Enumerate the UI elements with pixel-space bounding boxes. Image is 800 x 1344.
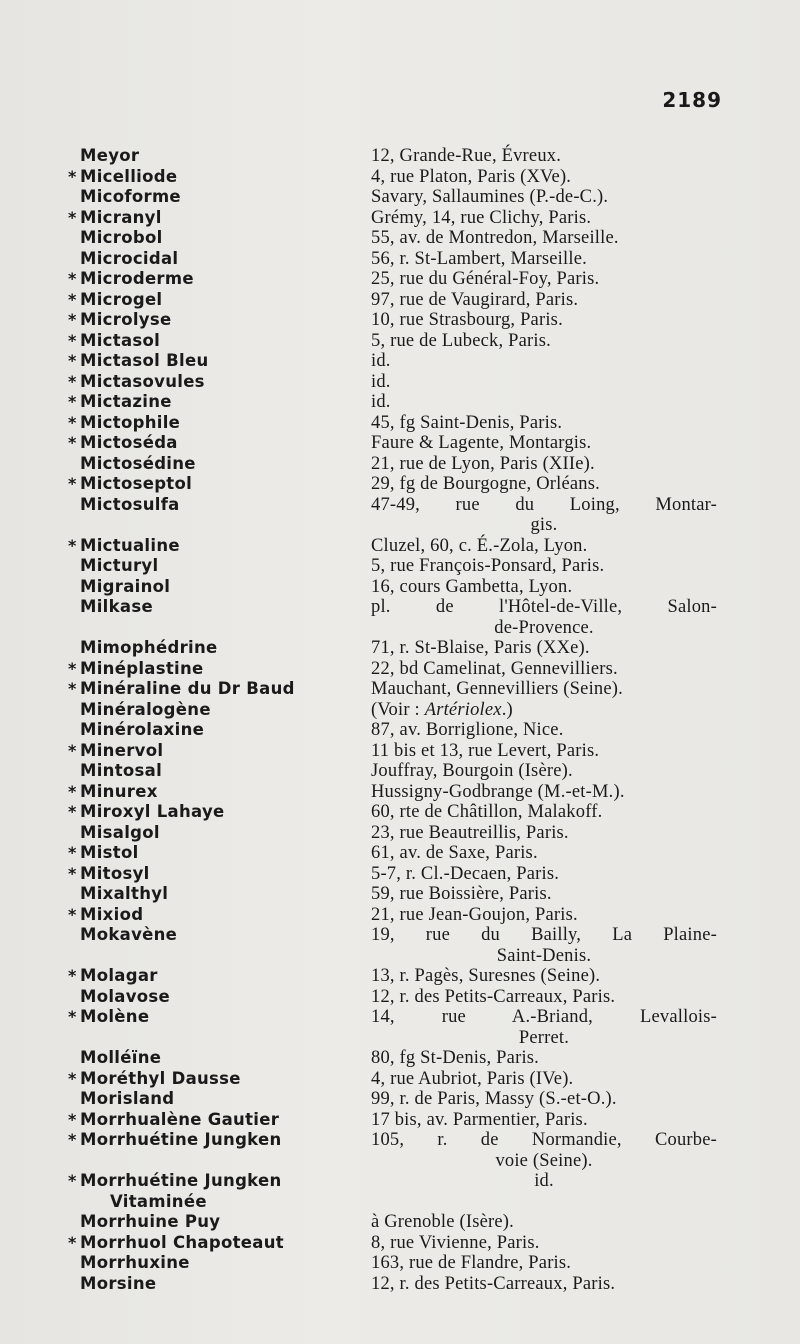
list-item xyxy=(0,474,800,495)
address xyxy=(371,228,717,249)
address-line: 5, rue de Lubeck, Paris. xyxy=(371,330,551,351)
asterisk-marker: * xyxy=(68,781,77,801)
address xyxy=(371,310,717,331)
product-name-line: Morrhuine Puy xyxy=(80,1212,221,1231)
list-item xyxy=(0,1233,800,1254)
address-continuation: Perret. xyxy=(518,1027,570,1048)
asterisk-marker: * xyxy=(68,1007,77,1026)
address xyxy=(371,987,717,1008)
address-line: 12, r. des Petits-Carreaux, Paris. xyxy=(371,986,616,1007)
product-name-line: Mictazine xyxy=(80,392,172,411)
product-name xyxy=(80,1233,284,1254)
product-name xyxy=(80,290,162,311)
list-item xyxy=(0,1171,800,1212)
address xyxy=(371,249,717,270)
list-item xyxy=(0,1089,800,1110)
product-name-line: Microlyse xyxy=(80,310,172,329)
product-name xyxy=(80,495,180,516)
asterisk-marker: * xyxy=(68,392,77,411)
product-name xyxy=(80,1212,220,1233)
address-line: 59, rue Boissière, Paris. xyxy=(371,884,552,904)
address xyxy=(371,905,717,926)
address xyxy=(371,269,717,290)
address xyxy=(371,1048,717,1069)
address-line: à Grenoble (Isère). xyxy=(371,1212,514,1232)
product-name xyxy=(80,392,172,413)
product-name xyxy=(80,454,196,475)
product-name xyxy=(80,1069,241,1090)
asterisk-marker: * xyxy=(68,863,77,883)
address-line: 45, fg Saint-Denis, Paris. xyxy=(371,412,563,433)
product-name-line: Morrhuétine Jungken xyxy=(80,1130,282,1149)
product-name xyxy=(80,761,162,782)
list-item xyxy=(0,331,800,352)
list-item xyxy=(0,966,800,987)
product-name-line: Minéralogène xyxy=(80,699,211,719)
product-name xyxy=(80,187,181,208)
list-item xyxy=(0,433,800,454)
product-name xyxy=(80,433,178,454)
address-line: 56, r. St-Lambert, Marseille. xyxy=(371,248,587,269)
product-name-line: Mitosyl xyxy=(80,863,150,883)
product-name xyxy=(80,269,194,290)
address-line: 29, fg de Bourgogne, Orléans. xyxy=(371,474,600,494)
product-name xyxy=(80,925,177,946)
address-line: 80, fg St-Denis, Paris. xyxy=(371,1048,540,1068)
product-name-line: Mictosédine xyxy=(80,453,196,473)
asterisk-marker: * xyxy=(68,412,77,432)
asterisk-marker: * xyxy=(68,1171,77,1190)
address xyxy=(371,1007,717,1048)
address-line: 14, rue A.-Briand, Levallois- xyxy=(371,1007,717,1027)
product-name-line: Micoforme xyxy=(80,187,181,206)
product-name-line: Microgel xyxy=(80,289,163,309)
address-line: 60, rte de Châtillon, Malakoff. xyxy=(371,802,603,822)
address xyxy=(371,659,717,680)
address-line: id. xyxy=(371,371,391,392)
product-name xyxy=(80,1089,174,1110)
address-line: 55, av. de Montredon, Marseille. xyxy=(371,228,619,248)
product-name-line: Morisland xyxy=(80,1089,175,1108)
product-name-line: Molène xyxy=(80,1007,150,1026)
address xyxy=(371,392,717,413)
address-line: id. xyxy=(371,351,391,371)
product-name-line: Micranyl xyxy=(80,207,162,227)
product-name xyxy=(80,577,170,598)
list-item xyxy=(0,454,800,475)
address xyxy=(371,577,717,598)
product-name xyxy=(80,659,204,680)
address-line: 4, rue Platon, Paris (XVe). xyxy=(371,166,572,187)
product-name xyxy=(80,864,150,885)
address xyxy=(371,1253,717,1274)
list-item xyxy=(0,802,800,823)
address xyxy=(371,331,717,352)
product-name-line: Morrhuxine xyxy=(80,1253,190,1272)
address xyxy=(371,187,717,208)
address-line: 12, Grande-Rue, Évreux. xyxy=(371,146,562,166)
address xyxy=(371,556,717,577)
address-line: 17 bis, av. Parmentier, Paris. xyxy=(371,1109,588,1130)
product-name-line: Mintosal xyxy=(80,761,163,780)
address-line: 11 bis et 13, rue Levert, Paris. xyxy=(371,740,600,761)
product-name-continuation: Vitaminée xyxy=(110,1191,207,1211)
address-text: (Voir : xyxy=(371,699,425,720)
address xyxy=(371,290,717,311)
asterisk-marker: * xyxy=(68,1130,77,1149)
address xyxy=(371,413,717,434)
address-text-tail: .) xyxy=(501,699,513,720)
product-name xyxy=(80,1110,279,1131)
asterisk-marker: * xyxy=(68,166,77,186)
product-name xyxy=(80,782,158,803)
product-name-line: Minéraline du Dr Baud xyxy=(80,679,295,698)
address-continuation: Saint-Denis. xyxy=(496,945,592,966)
product-name xyxy=(80,351,209,372)
product-name-line: Mistol xyxy=(80,843,139,862)
address xyxy=(371,1089,717,1110)
list-item xyxy=(0,1007,800,1048)
product-name xyxy=(80,966,158,987)
product-name xyxy=(80,331,160,352)
product-name xyxy=(80,146,139,167)
product-name-line: Mictosulfa xyxy=(80,494,180,514)
address-line: 16, cours Gambetta, Lyon. xyxy=(371,576,573,597)
list-item xyxy=(0,638,800,659)
address xyxy=(371,495,717,536)
address-line: 99, r. de Paris, Massy (S.-et-O.). xyxy=(371,1089,617,1109)
address xyxy=(371,433,717,454)
asterisk-marker: * xyxy=(68,1068,77,1088)
asterisk-marker: * xyxy=(68,289,77,309)
address-line: 4, rue Aubriot, Paris (IVe). xyxy=(371,1068,574,1089)
product-name xyxy=(80,843,139,864)
address-line: 13, r. Pagès, Suresnes (Seine). xyxy=(371,966,601,986)
address-line: 8, rue Vivienne, Paris. xyxy=(371,1232,540,1253)
asterisk-marker: * xyxy=(68,966,77,985)
product-name-line: Morrhualène Gautier xyxy=(80,1109,280,1129)
product-name xyxy=(80,1048,161,1069)
address xyxy=(371,454,717,475)
address-continuation: id. xyxy=(534,1171,554,1191)
product-name xyxy=(80,905,143,926)
product-name xyxy=(80,679,295,700)
address xyxy=(371,1130,717,1171)
address-reference: Artériolex xyxy=(424,699,502,720)
list-item xyxy=(0,495,800,536)
address-line: 71, r. St-Blaise, Paris (XXe). xyxy=(371,638,590,658)
list-item xyxy=(0,720,800,741)
address-line: 5, rue François-Ponsard, Paris. xyxy=(371,556,605,576)
address xyxy=(371,925,717,966)
list-item xyxy=(0,536,800,557)
address xyxy=(371,1110,717,1131)
product-name xyxy=(80,372,205,393)
address-line: 47-49, rue du Loing, Montar- xyxy=(371,494,717,515)
asterisk-marker: * xyxy=(68,679,77,698)
list-item xyxy=(0,761,800,782)
product-name-line: Microderme xyxy=(80,269,194,288)
list-item xyxy=(0,392,800,413)
address xyxy=(371,372,717,393)
address xyxy=(371,679,717,700)
product-name xyxy=(80,310,171,331)
list-item xyxy=(0,987,800,1008)
address-line: 105, r. de Normandie, Courbe- xyxy=(371,1130,717,1150)
list-item xyxy=(0,269,800,290)
list-item xyxy=(0,413,800,434)
product-name xyxy=(80,208,162,229)
address-line: 10, rue Strasbourg, Paris. xyxy=(371,310,563,330)
product-name-line: Minéplastine xyxy=(80,658,204,678)
product-name-line: Micelliode xyxy=(80,166,178,186)
address xyxy=(371,167,717,188)
list-item xyxy=(0,659,800,680)
product-name xyxy=(80,556,158,577)
list-item xyxy=(0,1212,800,1233)
address xyxy=(371,823,717,844)
list-item xyxy=(0,782,800,803)
list-item xyxy=(0,1110,800,1131)
product-name-line: Mimophédrine xyxy=(80,638,218,657)
address-line: 23, rue Beautreillis, Paris. xyxy=(371,822,569,843)
address xyxy=(371,1069,717,1090)
product-name-line: Morsine xyxy=(80,1273,157,1293)
address xyxy=(371,720,717,741)
asterisk-marker: * xyxy=(68,843,77,862)
address-line: Mauchant, Gennevilliers (Seine). xyxy=(371,679,623,699)
product-name xyxy=(80,700,211,721)
address-line: Savary, Sallaumines (P.-de-C.). xyxy=(371,187,609,207)
address xyxy=(371,536,717,557)
list-item xyxy=(0,597,800,638)
address-line xyxy=(371,700,717,721)
product-name-line: Molavose xyxy=(80,986,171,1006)
product-name-line: Mictoseptol xyxy=(80,474,193,493)
address-line: 87, av. Borriglione, Nice. xyxy=(371,720,564,740)
product-name-line: Morrhuol Chapoteaut xyxy=(80,1232,284,1252)
product-name xyxy=(80,474,192,495)
product-name-line: Moréthyl Dausse xyxy=(80,1068,241,1088)
address xyxy=(371,1274,717,1295)
list-item xyxy=(0,823,800,844)
list-item xyxy=(0,556,800,577)
list-item xyxy=(0,1069,800,1090)
product-name-line: Microbol xyxy=(80,228,163,247)
list-item xyxy=(0,372,800,393)
address-line: 21, rue Jean-Goujon, Paris. xyxy=(371,904,578,925)
product-name xyxy=(80,1171,282,1212)
product-name-line: Molagar xyxy=(80,966,158,985)
address-line: 5-7, r. Cl.-Decaen, Paris. xyxy=(371,863,560,884)
product-name xyxy=(80,167,177,188)
address-line: Cluzel, 60, c. É.-Zola, Lyon. xyxy=(371,535,588,556)
list-item xyxy=(0,351,800,372)
address-continuation: de-Provence. xyxy=(494,617,594,638)
asterisk-marker: * xyxy=(68,1232,77,1252)
product-name-line: Misalgol xyxy=(80,822,160,842)
product-name-line: Minervol xyxy=(80,740,164,760)
asterisk-marker: * xyxy=(68,904,77,924)
product-name-line: Mictasovules xyxy=(80,371,205,391)
address-line: 61, av. de Saxe, Paris. xyxy=(371,843,538,863)
product-name-line: Micturyl xyxy=(80,556,159,575)
list-item xyxy=(0,187,800,208)
asterisk-marker: * xyxy=(68,474,77,493)
asterisk-marker: * xyxy=(68,310,77,329)
list-item xyxy=(0,864,800,885)
product-name xyxy=(80,720,204,741)
product-name xyxy=(80,597,153,618)
product-name-line: Mictasol xyxy=(80,330,161,350)
product-name-line: Minérolaxine xyxy=(80,720,205,739)
address-line: 12, r. des Petits-Carreaux, Paris. xyxy=(371,1273,616,1294)
address-continuation: voie (Seine). xyxy=(495,1150,593,1171)
product-name xyxy=(80,1274,156,1295)
address xyxy=(371,1212,717,1233)
address-line: 163, rue de Flandre, Paris. xyxy=(371,1253,572,1273)
asterisk-marker: * xyxy=(68,1109,77,1129)
address-line: Hussigny-Godbrange (M.-et-M.). xyxy=(371,781,625,802)
address-line: 22, bd Camelinat, Gennevilliers. xyxy=(371,658,618,679)
page-number: 2189 xyxy=(662,88,722,112)
address xyxy=(371,843,717,864)
product-name-line: Microcidal xyxy=(80,248,179,268)
asterisk-marker: * xyxy=(68,658,77,678)
address xyxy=(371,474,717,495)
product-name-line: Mictoséda xyxy=(80,433,178,452)
product-name-line: Mictophile xyxy=(80,412,181,432)
address xyxy=(371,700,717,721)
list-item xyxy=(0,208,800,229)
list-item xyxy=(0,146,800,167)
address-line: Grémy, 14, rue Clichy, Paris. xyxy=(371,207,592,228)
address xyxy=(371,1233,717,1254)
asterisk-marker: * xyxy=(68,802,77,821)
product-name-line: Morrhuétine Jungken xyxy=(80,1171,282,1190)
address xyxy=(371,597,717,638)
entry-list xyxy=(0,146,800,1294)
list-item xyxy=(0,1253,800,1274)
address xyxy=(371,351,717,372)
product-name-line: Miroxyl Lahaye xyxy=(80,802,225,821)
product-name xyxy=(80,413,180,434)
address xyxy=(371,208,717,229)
product-name xyxy=(80,638,218,659)
list-item xyxy=(0,249,800,270)
address xyxy=(371,638,717,659)
list-item xyxy=(0,679,800,700)
list-item xyxy=(0,925,800,966)
asterisk-marker: * xyxy=(68,433,77,452)
product-name-line: Meyor xyxy=(80,146,140,165)
product-name-line: Minurex xyxy=(80,781,158,801)
address-line: 25, rue du Général-Foy, Paris. xyxy=(371,269,600,289)
address xyxy=(371,761,717,782)
product-name-line: Mixalthyl xyxy=(80,884,169,903)
address xyxy=(371,741,717,762)
product-name xyxy=(80,1253,190,1274)
asterisk-marker: * xyxy=(68,207,77,227)
product-name xyxy=(80,741,163,762)
address xyxy=(371,146,717,167)
address-line: 21, rue de Lyon, Paris (XIIe). xyxy=(371,453,595,474)
address xyxy=(371,966,717,987)
list-item xyxy=(0,228,800,249)
asterisk-marker: * xyxy=(68,330,77,350)
product-name xyxy=(80,249,178,270)
product-name-line: Mokavène xyxy=(80,925,178,944)
address xyxy=(371,864,717,885)
address xyxy=(371,782,717,803)
product-name-line: Milkase xyxy=(80,597,153,616)
product-name xyxy=(80,228,163,249)
list-item xyxy=(0,700,800,721)
product-name-line: Mictasol Bleu xyxy=(80,351,209,370)
product-name-line: Mixiod xyxy=(80,904,144,924)
list-item xyxy=(0,741,800,762)
product-name xyxy=(80,987,170,1008)
address-line: pl. de l'Hôtel-de-Ville, Salon- xyxy=(371,597,717,617)
address-line: 19, rue du Bailly, La Plaine- xyxy=(371,925,717,945)
address-continuation: gis. xyxy=(530,515,558,535)
list-item xyxy=(0,884,800,905)
product-name-line: Migrainol xyxy=(80,576,171,596)
address-line: Faure & Lagente, Montargis. xyxy=(371,433,592,453)
list-item xyxy=(0,167,800,188)
list-item xyxy=(0,290,800,311)
list-item xyxy=(0,310,800,331)
product-name xyxy=(80,536,180,557)
asterisk-marker: * xyxy=(68,535,77,555)
address-line: 97, rue de Vaugirard, Paris. xyxy=(371,289,579,310)
address xyxy=(371,884,717,905)
asterisk-marker: * xyxy=(68,351,77,370)
product-name-line: Mictualine xyxy=(80,535,180,555)
list-item xyxy=(0,577,800,598)
list-item xyxy=(0,905,800,926)
product-name-line: Molléïne xyxy=(80,1048,162,1067)
product-name xyxy=(80,884,168,905)
asterisk-marker: * xyxy=(68,740,77,760)
product-name xyxy=(80,1007,149,1028)
address-line: Jouffray, Bourgoin (Isère). xyxy=(371,761,573,781)
asterisk-marker: * xyxy=(68,269,77,288)
address xyxy=(371,1171,717,1192)
product-name xyxy=(80,1130,282,1151)
list-item xyxy=(0,1274,800,1295)
list-item xyxy=(0,1130,800,1171)
list-item xyxy=(0,1048,800,1069)
address-line: id. xyxy=(371,392,391,412)
address xyxy=(371,802,717,823)
list-item xyxy=(0,843,800,864)
product-name xyxy=(80,802,225,823)
product-name xyxy=(80,823,160,844)
asterisk-marker: * xyxy=(68,371,77,391)
